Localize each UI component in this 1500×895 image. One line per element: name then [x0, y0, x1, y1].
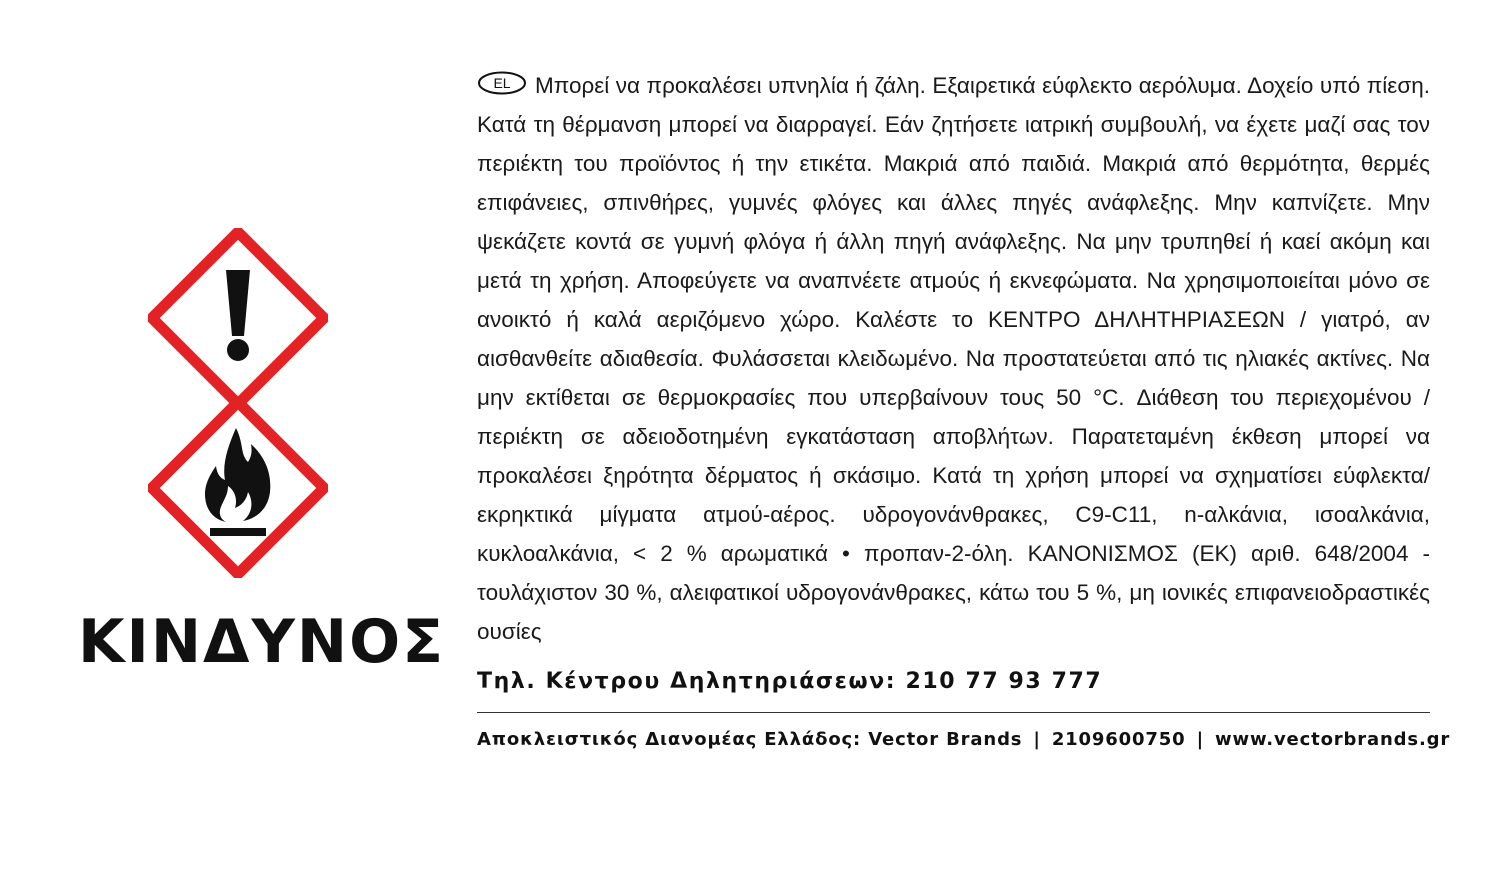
- divider: [477, 712, 1430, 713]
- hazard-statements: [477, 66, 1430, 651]
- ghs-pictograms: [148, 228, 328, 573]
- distributor-website: www.vectorbrands.gr: [1215, 729, 1451, 750]
- separator: |: [1033, 729, 1041, 750]
- distributor-line: [477, 727, 1451, 753]
- distributor-name: Αποκλειστικός Διανομέας Ελλάδος: Vector Brands: [477, 729, 1023, 750]
- hazard-text-body: Μπορεί να προκαλέσει υπνηλία ή ζάλη. Εξαιρετικά εύφλεκτο αερόλυμα. Δοχείο υπό πίεση. Κατά τη θέρμανση μπορεί να διαρραγεί. Εάν ζητήσετε ιατρική συμβουλή, να έχετε μαζί σας τον περιέκτη του προϊόντος ή την ετικέτα. Μακριά από παιδιά. Μακριά από θερμότητα, θερμές επιφάνειες, σπινθήρες, γυμνές φλόγες και άλλες πηγές ανάφλεξης. Μην καπνίζετε. Μην ψεκάζετε κοντά σε γυμνή φλόγα ή άλλη πηγή ανάφλεξης. Να μην τρυπηθεί ή καεί ακόμη και μετά τη χρήση. Αποφεύγετε να αναπνέετε ατμούς ή εκνεφώματα. Να χρησιμοποιείται μόνο σε ανοικτό ή καλά αεριζόμενο χώρο. Καλέστε το ΚΕΝΤΡΟ ΔΗΛΗΤΗΡΙΑΣΕΩΝ / γιατρό, αν αισθανθείτε αδιαθεσία. Φυλάσσεται κλειδωμένο. Να προστατεύεται από τις ηλιακές ακτίνες. Να μην εκτίθεται σε θερμοκρασίες που υπερβαίνουν τους 50 °C. Διάθεση του περιεχομένου / περιέκτη σε αδειοδοτημένη εγκατάσταση αποβλήτων. Παρατεταμένη έκθεση μπορεί να προκαλέσει ξηρότητα δέρματος ή σκάσιμο. Κατά τη χρήση μπορεί να σχηματίσει εύφλεκτα/εκρηκτικά μίγματα ατμού-αέρος. υδρογονάνθρακες, C9-C11, n-αλκάνια, ισοαλκάνια, κυκλοαλκάνια, < 2 % αρωματικά • προπαν-2-όλη. ΚΑΝΟΝΙΣΜΟΣ (ΕΚ) αριθ. 648/2004 - τουλάχιστον 30 %, αλειφατικοί υδρογονάνθρακες, κάτω του 5 %, μη ιονικές επιφανειοδραστικές ουσίες: [477, 73, 1430, 644]
- distributor-phone: 2109600750: [1051, 729, 1186, 750]
- label-text-column: [477, 66, 1451, 753]
- language-badge: [477, 71, 527, 95]
- separator: |: [1196, 729, 1204, 750]
- flame-icon: [148, 398, 328, 578]
- poison-center-phone: Τηλ. Κέντρου Δηλητηριάσεων: 210 77 93 777: [477, 669, 1103, 694]
- signal-word: ΚΙΝΔΥΝΟΣ: [78, 607, 446, 677]
- exclamation-mark-icon: [148, 228, 328, 408]
- language-code: EL: [493, 75, 511, 91]
